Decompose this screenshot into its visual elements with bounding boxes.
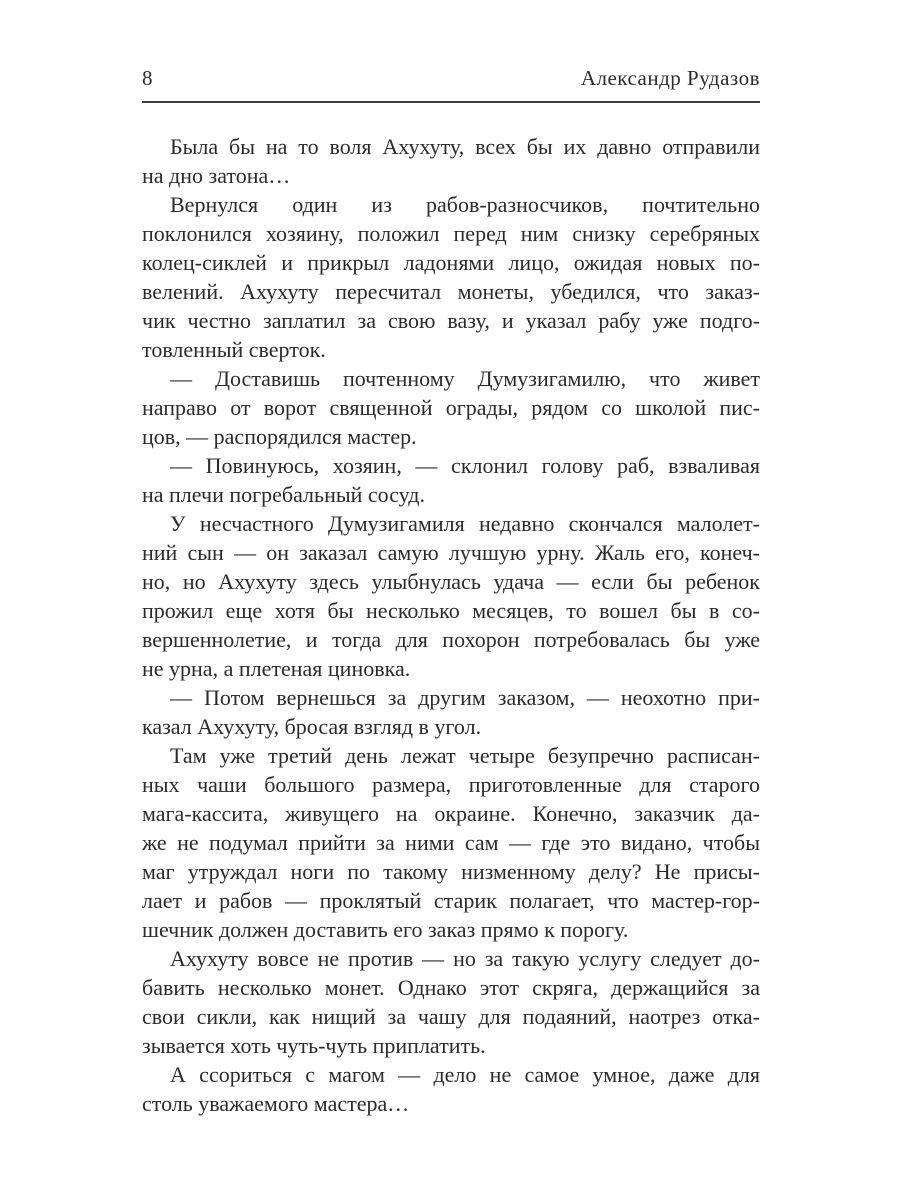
paragraph: [142, 509, 760, 683]
paragraph-line: колец-сиклей и прикрыл ладонями лицо, ожидая новых по-: [142, 250, 760, 275]
paragraph-line: ных чаши большого размера, приготовленные для старого: [142, 772, 760, 797]
paragraph: [142, 364, 760, 451]
paragraph: [142, 1060, 760, 1118]
paragraph-line: не урна, а плетеная циновка.: [142, 656, 411, 681]
paragraph-line: шечник должен доставить его заказ прямо к порогу.: [142, 917, 629, 942]
page-number: 8: [142, 66, 153, 90]
paragraph-line: на плечи погребальный сосуд.: [142, 482, 425, 507]
paragraph-line: велений. Ахухуту пересчитал монеты, убедился, что заказ-: [142, 279, 760, 304]
running-head: [142, 66, 760, 90]
paragraph-line: же не подумал прийти за ними сам — где это видано, чтобы: [142, 830, 760, 855]
paragraph: [142, 451, 760, 509]
paragraph-line: вершеннолетие, и тогда для похорон потребовалась бы уже: [142, 627, 760, 652]
paragraph-line: У несчастного Думузигамиля недавно скончался малолет-: [170, 511, 760, 536]
paragraph-line: А ссориться с магом — дело не самое умное, даже для: [170, 1062, 760, 1087]
paragraph-line: прожил еще хотя бы несколько месяцев, то вошел бы в со-: [142, 598, 760, 623]
paragraph-line: столь уважаемого мастера…: [142, 1091, 410, 1116]
paragraph-line: — Доставишь почтенному Думузигамилю, что живет: [170, 366, 760, 391]
paragraph-line: — Повинуюсь, хозяин, — склонил голову раб, взваливая: [170, 453, 760, 478]
paragraph: [142, 944, 760, 1060]
paragraph: [142, 741, 760, 944]
paragraph-line: чик честно заплатил за свою вазу, и указал рабу уже подго-: [142, 308, 760, 333]
paragraph-line: направо от ворот священной ограды, рядом со школой пис-: [142, 395, 760, 420]
paragraph-line: — Потом вернешься за другим заказом, — неохотно при-: [170, 685, 760, 710]
paragraph-line: Была бы на то воля Ахухуту, всех бы их давно отправили: [170, 134, 760, 159]
page-body: [142, 132, 760, 1118]
paragraph-line: на дно затона…: [142, 163, 291, 188]
paragraph-line: поклонился хозяину, положил перед ним снизку серебряных: [142, 221, 760, 246]
paragraph: [142, 190, 760, 364]
paragraph-line: бавить несколько монет. Однако этот скряга, держащийся за: [142, 975, 760, 1000]
paragraph-line: лает и рабов — проклятый старик полагает, что мастер-гор-: [142, 888, 760, 913]
paragraph-line: свои сикли, как нищий за чашу для подаяний, наотрез отка-: [142, 1004, 760, 1029]
header-rule: [142, 101, 760, 103]
paragraph-line: Там уже третий день лежат четыре безупречно расписан-: [170, 743, 760, 768]
paragraph-line: маг утруждал ноги по такому низменному делу? Не присы-: [142, 859, 760, 884]
paragraph-line: Вернулся один из рабов-разносчиков, почтительно: [170, 192, 760, 217]
paragraph-line: Ахухуту вовсе не против — но за такую услугу следует до-: [170, 946, 760, 971]
paragraph-line: но, но Ахухуту здесь улыбнулась удача — если бы ребенок: [142, 569, 760, 594]
paragraph-line: зывается хоть чуть-чуть приплатить.: [142, 1033, 486, 1058]
paragraph-line: цов, — распорядился мастер.: [142, 424, 417, 449]
paragraph-line: товленный сверток.: [142, 337, 326, 362]
paragraph: [142, 683, 760, 741]
paragraph-line: ний сын — он заказал самую лучшую урну. Жаль его, конеч-: [142, 540, 760, 565]
paragraph: [142, 132, 760, 190]
paragraph-line: казал Ахухуту, бросая взгляд в угол.: [142, 714, 482, 739]
paragraph-line: мага-кассита, живущего на окраине. Конечно, заказчик да-: [142, 801, 760, 826]
running-title: Александр Рудазов: [580, 66, 760, 90]
